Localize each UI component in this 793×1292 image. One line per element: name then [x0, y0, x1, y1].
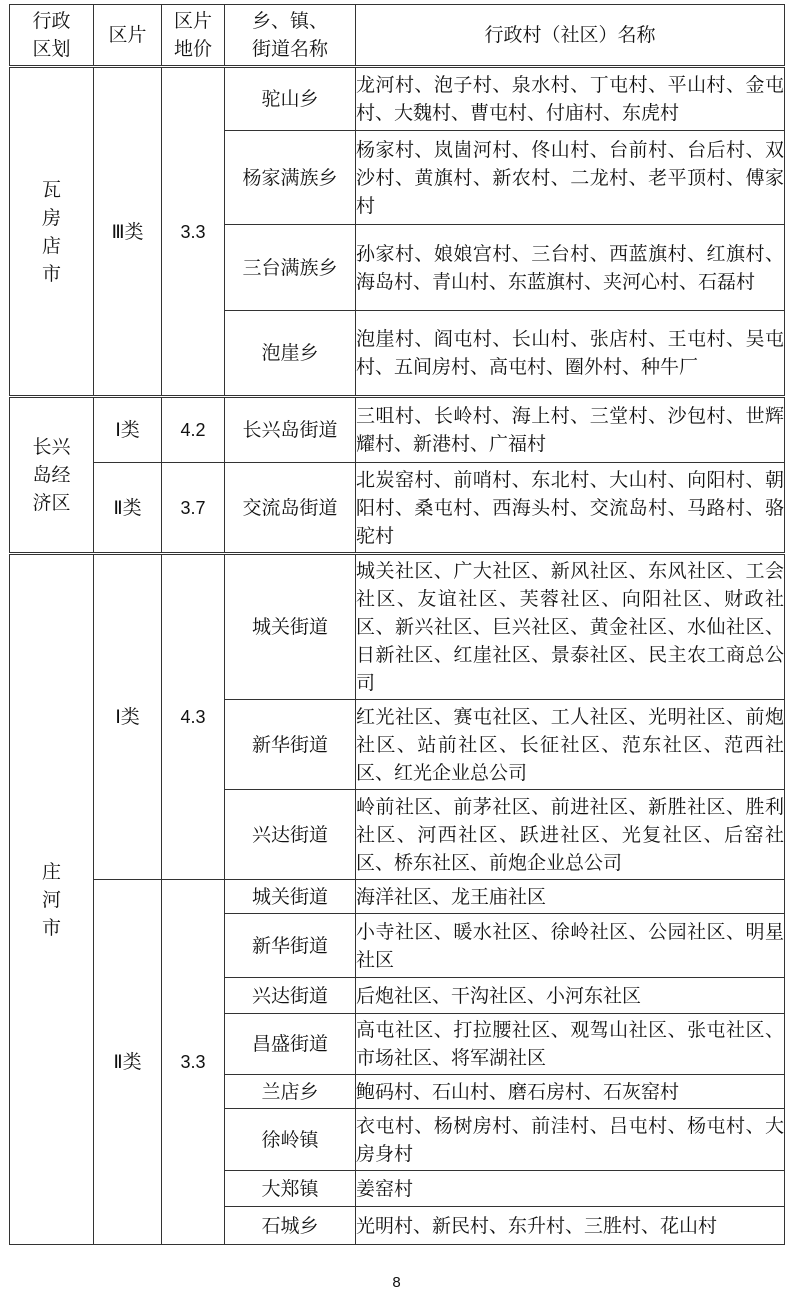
table-header-row — [10, 5, 785, 67]
villages-cell: 泡崖村、阎屯村、长山村、张店村、王屯村、吴屯村、五间房村、高屯村、圈外村、种牛厂 — [356, 311, 785, 397]
town-cell: 驼山乡 — [225, 67, 356, 131]
town-cell: 新华街道 — [225, 914, 356, 978]
price-cell: 3.3 — [162, 880, 225, 1245]
district-cell: 庄 河 市 — [10, 554, 94, 1245]
header-district: 行政 区划 — [10, 5, 94, 67]
page-number: 8 — [392, 1274, 401, 1291]
villages-cell: 北炭窑村、前哨村、东北村、大山村、向阳村、朝阳村、桑屯村、西海头村、交流岛村、马路村、骆驼村 — [356, 463, 785, 554]
header-villages: 行政村（社区）名称 — [356, 5, 785, 67]
table-row — [10, 397, 785, 463]
town-cell: 石城乡 — [225, 1207, 356, 1245]
district-cell: 长兴 岛经 济区 — [10, 397, 94, 554]
villages-cell: 龙河村、泡子村、泉水村、丁屯村、平山村、金屯村、大魏村、曹屯村、付庙村、东虎村 — [356, 67, 785, 131]
villages-cell: 红光社区、赛屯社区、工人社区、光明社区、前炮社区、站前社区、长征社区、范东社区、范西社区、红光企业总公司 — [356, 700, 785, 790]
table-row — [10, 554, 785, 700]
villages-cell: 孙家村、娘娘宫村、三台村、西蓝旗村、红旗村、海岛村、青山村、东蓝旗村、夹河心村、石磊村 — [356, 225, 785, 311]
town-cell: 兴达街道 — [225, 790, 356, 880]
villages-cell: 岭前社区、前茅社区、前进社区、新胜社区、胜利社区、河西社区、跃进社区、光复社区、后窑社区、桥东社区、前炮企业总公司 — [356, 790, 785, 880]
land-price-table — [9, 4, 785, 1245]
town-cell: 杨家满族乡 — [225, 131, 356, 225]
zone-cell: Ⅱ类 — [94, 880, 162, 1245]
zone-cell: Ⅰ类 — [94, 397, 162, 463]
table-row — [10, 463, 785, 554]
town-cell: 长兴岛街道 — [225, 397, 356, 463]
price-cell: 3.3 — [162, 67, 225, 397]
zone-cell: Ⅰ类 — [94, 554, 162, 880]
town-cell: 昌盛街道 — [225, 1014, 356, 1075]
header-zone-price: 区片 地价 — [162, 5, 225, 67]
villages-cell: 三咀村、长岭村、海上村、三堂村、沙包村、世辉耀村、新港村、广福村 — [356, 397, 785, 463]
villages-cell: 海洋社区、龙王庙社区 — [356, 880, 785, 914]
villages-cell: 光明村、新民村、东升村、三胜村、花山村 — [356, 1207, 785, 1245]
town-cell: 兴达街道 — [225, 978, 356, 1014]
villages-cell: 城关社区、广大社区、新风社区、东风社区、工会社区、友谊社区、芙蓉社区、向阳社区、财政社区、新兴社区、巨兴社区、黄金社区、水仙社区、日新社区、红崖社区、景泰社区、民主农工商总公司 — [356, 554, 785, 700]
villages-cell: 后炮社区、干沟社区、小河东社区 — [356, 978, 785, 1014]
town-cell: 大郑镇 — [225, 1171, 356, 1207]
price-cell: 4.2 — [162, 397, 225, 463]
price-cell: 4.3 — [162, 554, 225, 880]
town-cell: 三台满族乡 — [225, 225, 356, 311]
town-cell: 城关街道 — [225, 880, 356, 914]
villages-cell: 小寺社区、暖水社区、徐岭社区、公园社区、明星社区 — [356, 914, 785, 978]
table-row — [10, 67, 785, 131]
villages-cell: 姜窑村 — [356, 1171, 785, 1207]
villages-cell: 鲍码村、石山村、磨石房村、石灰窑村 — [356, 1075, 785, 1109]
header-zone: 区片 — [94, 5, 162, 67]
town-cell: 兰店乡 — [225, 1075, 356, 1109]
town-cell: 新华街道 — [225, 700, 356, 790]
town-cell: 交流岛街道 — [225, 463, 356, 554]
town-cell: 徐岭镇 — [225, 1109, 356, 1171]
town-cell: 泡崖乡 — [225, 311, 356, 397]
villages-cell: 衣屯村、杨树房村、前洼村、吕屯村、杨屯村、大房身村 — [356, 1109, 785, 1171]
zone-cell: Ⅲ类 — [94, 67, 162, 397]
table-row — [10, 880, 785, 914]
district-cell: 瓦 房 店 市 — [10, 67, 94, 397]
header-town: 乡、镇、 街道名称 — [225, 5, 356, 67]
villages-cell: 高屯社区、打拉腰社区、观驾山社区、张屯社区、市场社区、将军湖社区 — [356, 1014, 785, 1075]
zone-cell: Ⅱ类 — [94, 463, 162, 554]
price-cell: 3.7 — [162, 463, 225, 554]
town-cell: 城关街道 — [225, 554, 356, 700]
villages-cell: 杨家村、岚崮河村、佟山村、台前村、台后村、双沙村、黄旗村、新农村、二龙村、老平顶村、傅家村 — [356, 131, 785, 225]
